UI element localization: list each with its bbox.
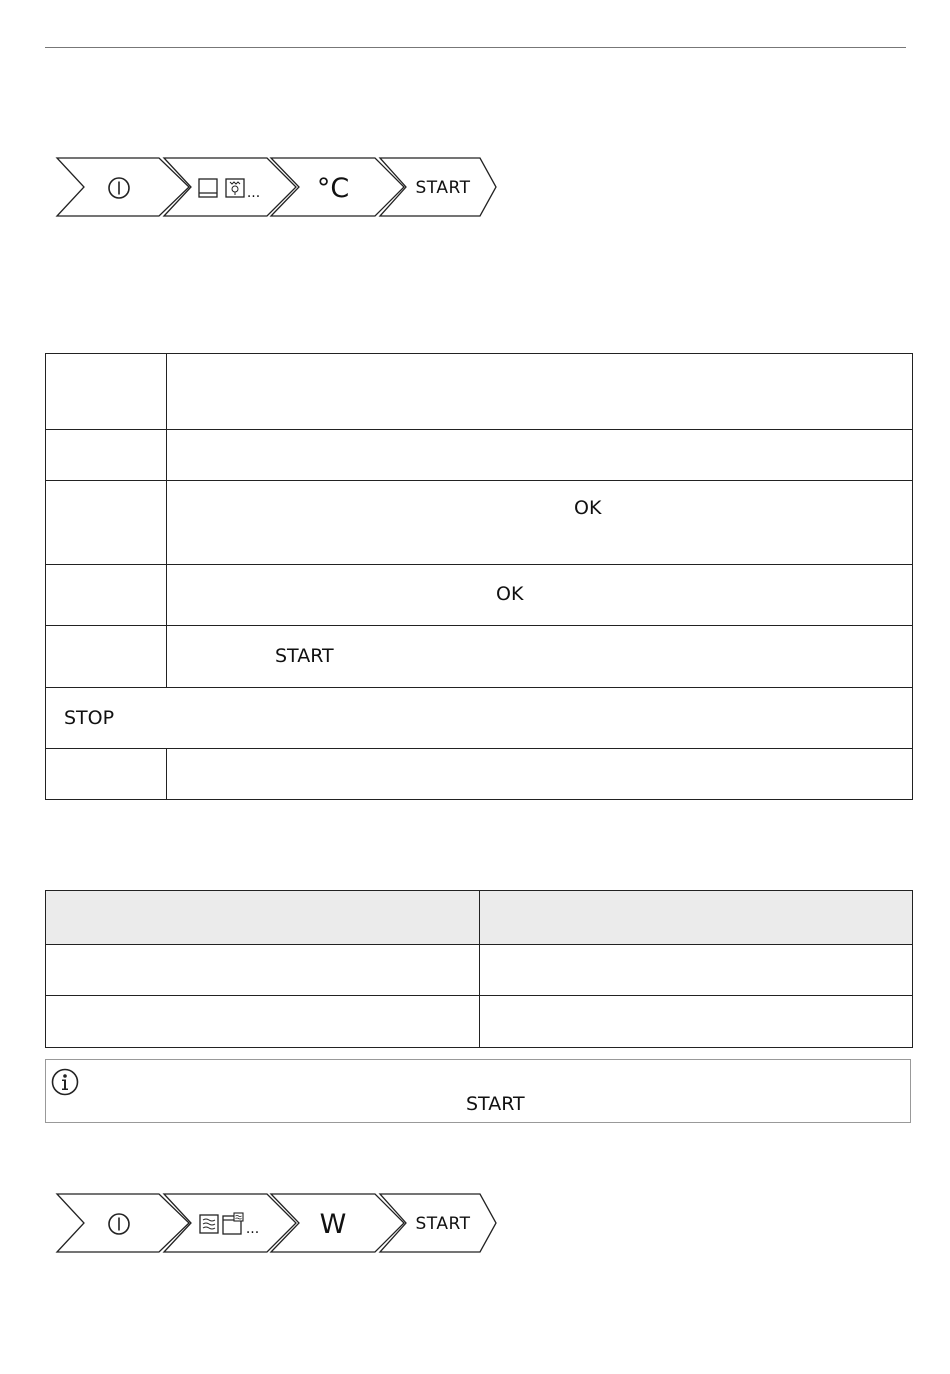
start-label: START xyxy=(415,178,471,198)
step-description xyxy=(167,481,913,565)
start-label: START xyxy=(275,645,334,667)
table-header-row xyxy=(46,891,913,945)
power-icon xyxy=(107,1212,131,1236)
start-label: START xyxy=(415,1214,471,1234)
power-step xyxy=(83,1193,155,1255)
step-cell xyxy=(46,354,167,430)
column-header xyxy=(479,891,913,945)
table-row xyxy=(46,481,913,565)
microwave-icon xyxy=(199,1214,219,1234)
function-step xyxy=(190,1193,268,1255)
step-cell xyxy=(46,481,167,565)
settings-table xyxy=(45,890,913,1048)
info-note xyxy=(45,1059,911,1123)
more-functions: ... xyxy=(246,185,261,201)
table-cell xyxy=(479,945,913,996)
step-cell xyxy=(46,626,167,688)
more-functions: ... xyxy=(245,1221,260,1237)
stop-label: STOP xyxy=(64,707,115,729)
power-level-step xyxy=(297,1193,369,1255)
watt-label: W xyxy=(319,1208,347,1240)
ok-label: OK xyxy=(496,583,524,605)
temperature-step xyxy=(297,157,369,219)
fan-heating-icon xyxy=(225,178,245,198)
table-row xyxy=(46,688,913,749)
steps-table xyxy=(45,353,913,800)
column-header xyxy=(46,891,480,945)
table-row xyxy=(46,354,913,430)
power-icon xyxy=(107,176,131,200)
step-cell xyxy=(46,749,167,800)
step-cell xyxy=(46,565,167,626)
table-cell xyxy=(46,945,480,996)
step-flow-top xyxy=(55,157,500,219)
step-description xyxy=(167,749,913,800)
step-flow-bottom xyxy=(55,1193,500,1255)
table-row xyxy=(46,749,913,800)
table-row xyxy=(46,996,913,1048)
ok-label: OK xyxy=(574,497,602,519)
step-cell xyxy=(46,430,167,481)
start-label: START xyxy=(466,1093,525,1115)
table-row xyxy=(46,945,913,996)
start-step xyxy=(403,1193,483,1255)
start-step xyxy=(403,157,483,219)
step-description xyxy=(167,430,913,481)
table-cell xyxy=(479,996,913,1048)
step-description xyxy=(167,354,913,430)
table-row xyxy=(46,430,913,481)
stop-cell xyxy=(46,688,913,749)
table-cell xyxy=(46,996,480,1048)
power-step xyxy=(83,157,155,219)
microwave-oven-icon xyxy=(222,1212,244,1236)
step-description xyxy=(167,626,913,688)
table-row xyxy=(46,565,913,626)
info-icon xyxy=(51,1068,79,1096)
celsius-label: °C xyxy=(316,172,350,204)
table-row xyxy=(46,626,913,688)
top-rule xyxy=(45,47,906,48)
step-description xyxy=(167,565,913,626)
function-step xyxy=(190,157,268,219)
oven-cavity-icon xyxy=(198,178,218,198)
